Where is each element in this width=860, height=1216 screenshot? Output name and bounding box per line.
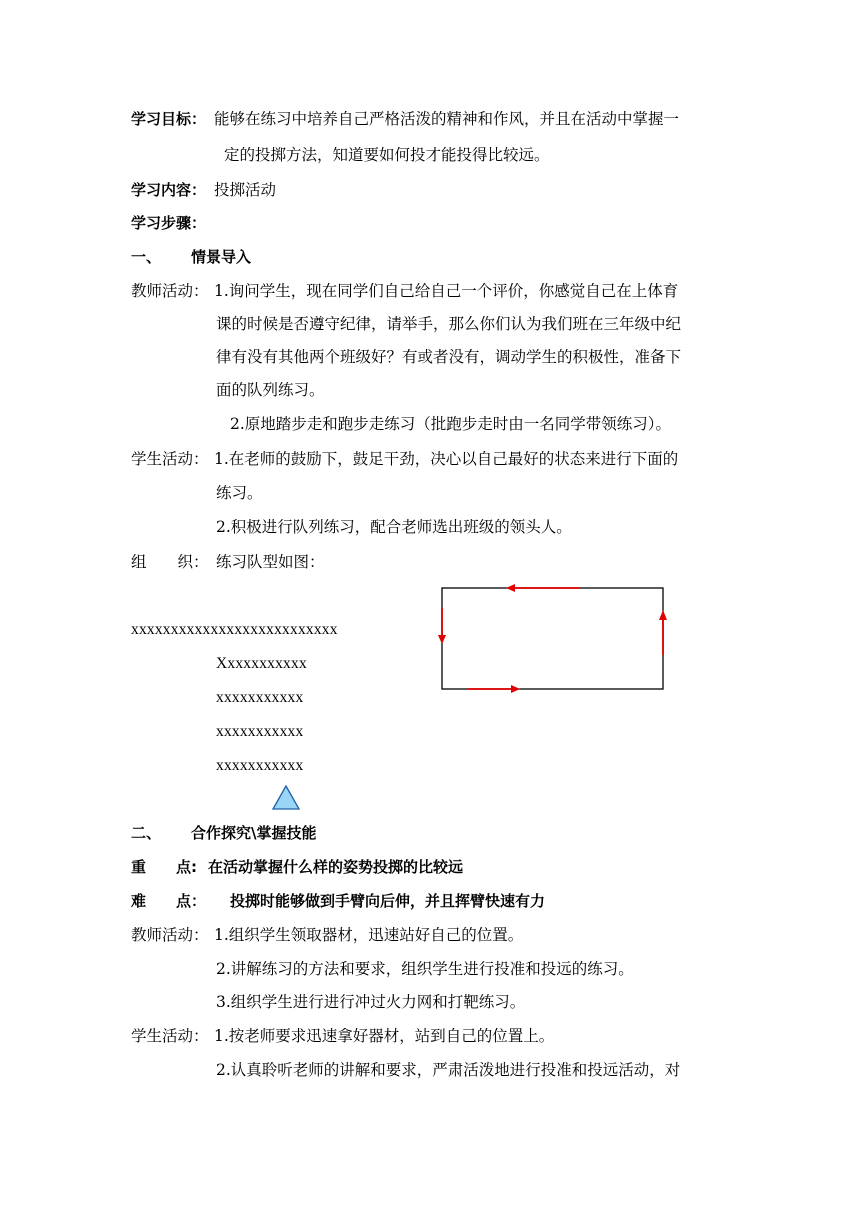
route-arrowhead-left — [438, 635, 446, 644]
teacher-activity-line-4: 面的队列练习。 — [216, 381, 325, 399]
formation-row-3: xxxxxxxxxxx — [216, 689, 304, 706]
teacher-activity-2-line-1: 1.组织学生领取器材，迅速站好自己的位置。 — [214, 926, 524, 944]
section-2-number: 二、 — [131, 824, 162, 842]
student-activity-2-line-2: 2.认真聆听老师的讲解和要求，严肃活泼地进行投准和投远活动，对 — [216, 1061, 681, 1079]
teacher-activity-2-line-3: 3.组织学生进行进行冲过火力网和打靶练习。 — [216, 993, 526, 1011]
objective-label: 学习目标： — [131, 110, 207, 128]
section-2-title: 合作探究\掌握技能 — [191, 824, 317, 842]
content-text: 投掷活动 — [214, 181, 277, 199]
route-rectangle — [442, 588, 663, 689]
teacher-activity-line-5: 2.原地踏步走和跑步走练习（批跑步走时由一名同学带领练习）。 — [230, 415, 672, 433]
key-point-text: 在活动掌握什么样的姿势投掷的比较远 — [208, 858, 464, 876]
objective-line-1: 能够在练习中培养自己严格活泼的精神和作风，并且在活动中掌握一 — [214, 110, 680, 128]
student-activity-line-2: 练习。 — [216, 484, 263, 502]
student-activity-line-3: 2.积极进行队列练习，配合老师选出班级的领头人。 — [216, 518, 572, 536]
section-1-number: 一、 — [131, 248, 162, 266]
teacher-activity-line-2: 课的时候是否遵守纪律，请举手，那么你们认为我们班在三年级中纪 — [216, 315, 682, 333]
student-activity-2-line-1: 1.按老师要求迅速拿好器材，站到自己的位置上。 — [214, 1027, 555, 1045]
difficulty-label: 难 点： — [131, 892, 207, 910]
teacher-position-triangle-icon — [270, 784, 302, 812]
route-arrowhead-top — [506, 584, 515, 592]
teacher-activity-label: 教师活动： — [131, 282, 209, 300]
organization-label: 组 织： — [131, 553, 209, 571]
formation-row-2: Xxxxxxxxxxx — [216, 655, 307, 672]
student-activity-label: 学生活动： — [131, 450, 209, 468]
section-1-title: 情景导入 — [191, 248, 252, 266]
objective-line-2: 定的投掷方法，知道要如何投才能投得比较远。 — [224, 146, 550, 164]
difficulty-text: 投掷时能够做到手臂向后伸，并且挥臂快速有力 — [230, 892, 546, 910]
running-route-diagram — [436, 580, 672, 695]
student-activity-2-label: 学生活动： — [131, 1027, 209, 1045]
formation-row-5: xxxxxxxxxxx — [216, 757, 304, 774]
formation-row-1: xxxxxxxxxxxxxxxxxxxxxxxxxx — [131, 621, 338, 638]
key-point-label: 重 点: — [131, 858, 197, 876]
student-activity-line-1: 1.在老师的鼓励下，鼓足干劲，决心以自己最好的状态来进行下面的 — [214, 450, 679, 468]
teacher-activity-2-label: 教师活动： — [131, 926, 209, 944]
teacher-activity-2-line-2: 2.讲解练习的方法和要求，组织学生进行投准和投远的练习。 — [216, 960, 634, 978]
content-label: 学习内容： — [131, 181, 207, 199]
route-arrowhead-bottom — [511, 685, 520, 693]
teacher-activity-line-1: 1.询问学生，现在同学们自己给自己一个评价，你感觉自己在上体育 — [214, 282, 679, 300]
organization-text: 练习队型如图： — [216, 553, 325, 571]
formation-row-4: xxxxxxxxxxx — [216, 723, 304, 740]
route-arrowhead-right — [659, 610, 667, 620]
steps-label: 学习步骤： — [131, 214, 207, 232]
teacher-activity-line-3: 律有没有其他两个班级好？有或者没有，调动学生的积极性，准备下 — [216, 348, 682, 366]
